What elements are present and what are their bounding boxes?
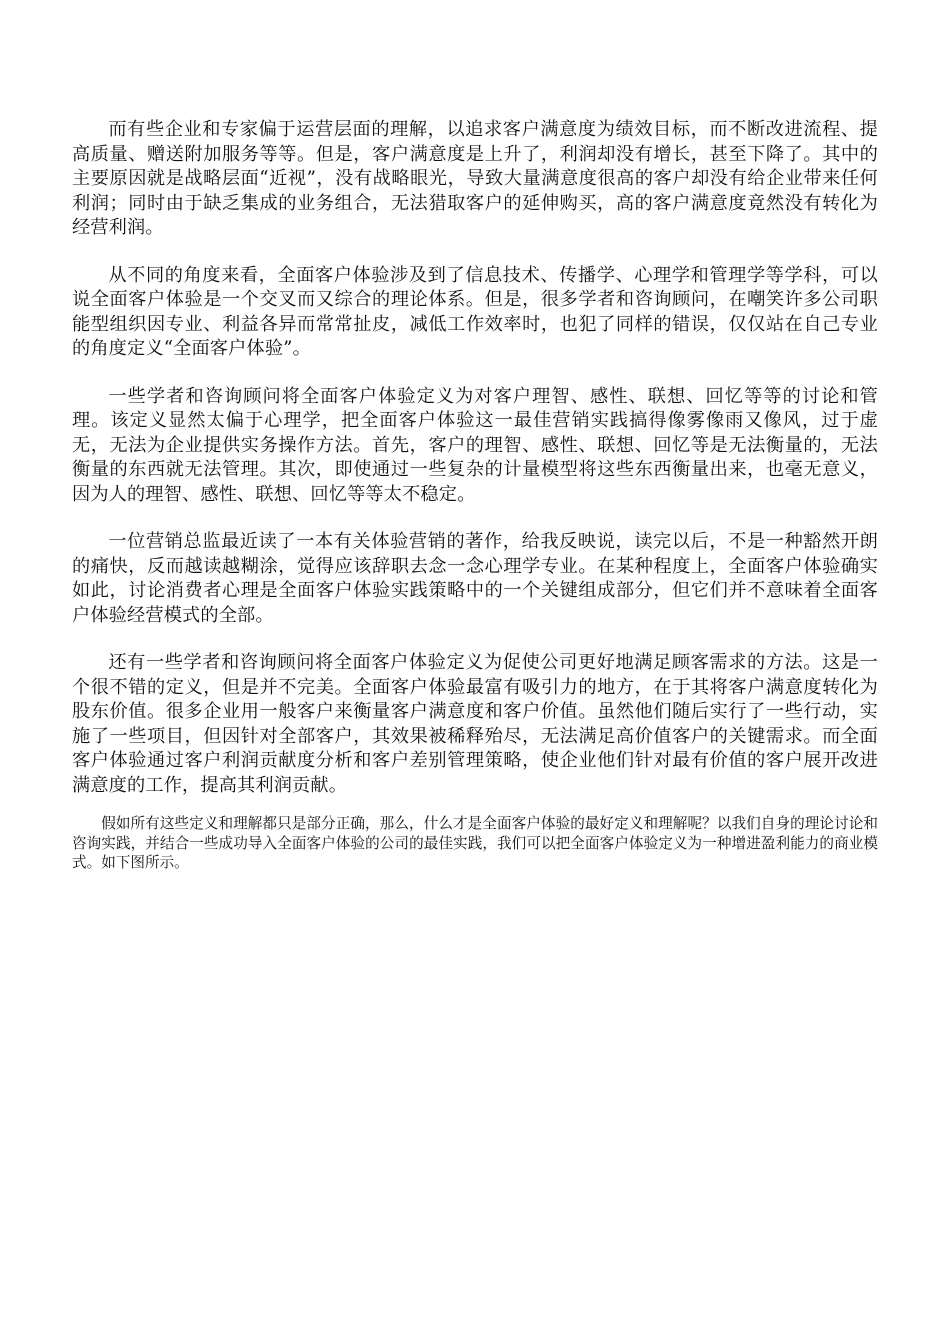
paragraph-1: 而有些企业和专家偏于运营层面的理解，以追求客户满意度为绩效目标，而不断改进流程、提高质量、赠送附加服务等等。但是，客户满意度是上升了，利润却没有增长，甚至下降了。其中的主要原因就是战略层面“近视”，没有战略眼光，导致大量满意度很高的客户却没有给企业带来任何利润；同时由于缺乏集成的业务组合，无法猎取客户的延伸购买，高的客户满意度竟然没有转化为经营利润。 — [72, 119, 878, 238]
paragraph-3: 一些学者和咨询顾问将全面客户体验定义为对客户理智、感性、联想、回忆等等的讨论和管理。该定义显然太偏于心理学，把全面客户体验这一最佳营销实践搞得像雾像雨又像风，过于虚无，无法为企业提供实务操作方法。首先，客户的理智、感性、联想、回忆等是无法衡量的，无法衡量的东西就无法管理。其次，即使通过一些复杂的计量模型将这些东西衡量出来，也毫无意义，因为人的理智、感性、联想、回忆等等太不稳定。 — [72, 385, 878, 505]
paragraph-2: 从不同的角度来看，全面客户体验涉及到了信息技术、传播学、心理学和管理学等学科，可以说全面客户体验是一个交叉而又综合的理论体系。但是，很多学者和咨询顾问，在嘲笑许多公司职能型组织因专业、利益各异而常常扯皮，减低工作效率时，也犯了同样的错误，仅仅站在自己专业的角度定义“全面客户体验”。 — [72, 264, 878, 359]
paragraph-5: 还有一些学者和咨询顾问将全面客户体验定义为促使公司更好地满足顾客需求的方法。这是一个很不错的定义，但是并不完美。全面客户体验最富有吸引力的地方，在于其将客户满意度转化为股东价值。很多企业用一般客户来衡量客户满意度和客户价值。虽然他们随后实行了一些行动，实施了一些项目，但因针对全部客户，其效果被稀释殆尽，无法满足高价值客户的关键需求。而全面客户体验通过客户利润贡献度分析和客户差别管理策略，使企业他们针对最有价值的客户展开改进满意度的工作，提高其利润贡献。 — [72, 652, 878, 796]
paragraph-6: 假如所有这些定义和理解都只是部分正确，那么，什么才是全面客户体验的最好定义和理解呢？以我们自身的理论讨论和咨询实践，并结合一些成功导入全面客户体验的公司的最佳实践，我们可以把全面客户体验定义为一种增进盈利能力的商业模式。如下图所示。 — [72, 815, 878, 871]
paragraph-4: 一位营销总监最近读了一本有关体验营销的著作，给我反映说，读完以后，不是一种豁然开朗的痛快，反而越读越糊涂，觉得应该辞职去念一念心理学专业。在某种程度上，全面客户体验确实如此，讨论消费者心理是全面客户体验实践策略中的一个关键组成部分，但它们并不意味着全面客户体验经营模式的全部。 — [72, 531, 878, 626]
document-body — [72, 118, 878, 873]
